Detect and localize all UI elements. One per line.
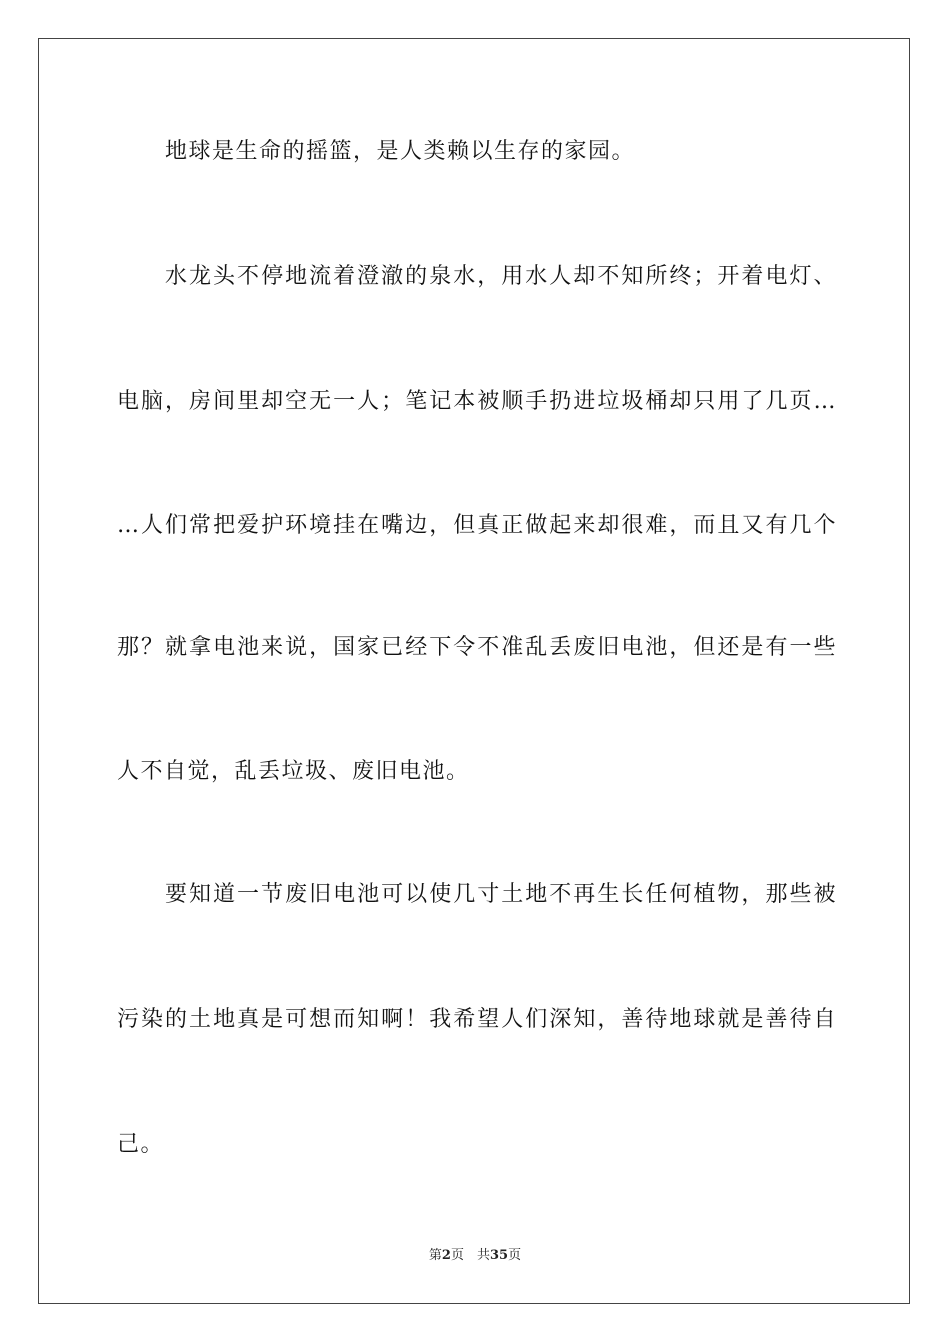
page-border <box>38 38 910 1304</box>
paragraph-2-line-2: 电脑，房间里却空无一人；笔记本被顺手扔进垃圾桶却只用了几页… <box>117 389 837 414</box>
paragraph-2-line-3: …人们常把爱护环境挂在嘴边，但真正做起来却很难，而且又有几个 <box>117 513 837 538</box>
footer-page-current: 2 <box>441 1248 451 1263</box>
paragraph-3-line-3: 己。 <box>117 1132 165 1157</box>
paragraph-2-line-1: 水龙头不停地流着澄澈的泉水，用水人却不知所终；开着电灯、 <box>165 264 837 289</box>
paragraph-2-line-4: 那？就拿电池来说，国家已经下令不准乱丢废旧电池，但还是有一些 <box>117 635 837 660</box>
page-footer <box>0 1247 950 1265</box>
paragraph-3-line-2: 污染的土地真是可想而知啊！我希望人们深知，善待地球就是善待自 <box>117 1007 837 1032</box>
paragraph-2-line-5: 人不自觉，乱丢垃圾、废旧电池。 <box>117 759 470 784</box>
footer-page-total: 35 <box>489 1248 509 1263</box>
footer-page-prefix: 第 <box>428 1248 442 1263</box>
footer-page-suffix: 页 <box>508 1248 522 1263</box>
paragraph-1-line-1: 地球是生命的摇篮，是人类赖以生存的家园。 <box>165 139 636 164</box>
paragraph-3-line-1: 要知道一节废旧电池可以使几寸土地不再生长任何植物，那些被 <box>165 882 837 907</box>
footer-page-mid: 页 共 <box>450 1248 490 1263</box>
